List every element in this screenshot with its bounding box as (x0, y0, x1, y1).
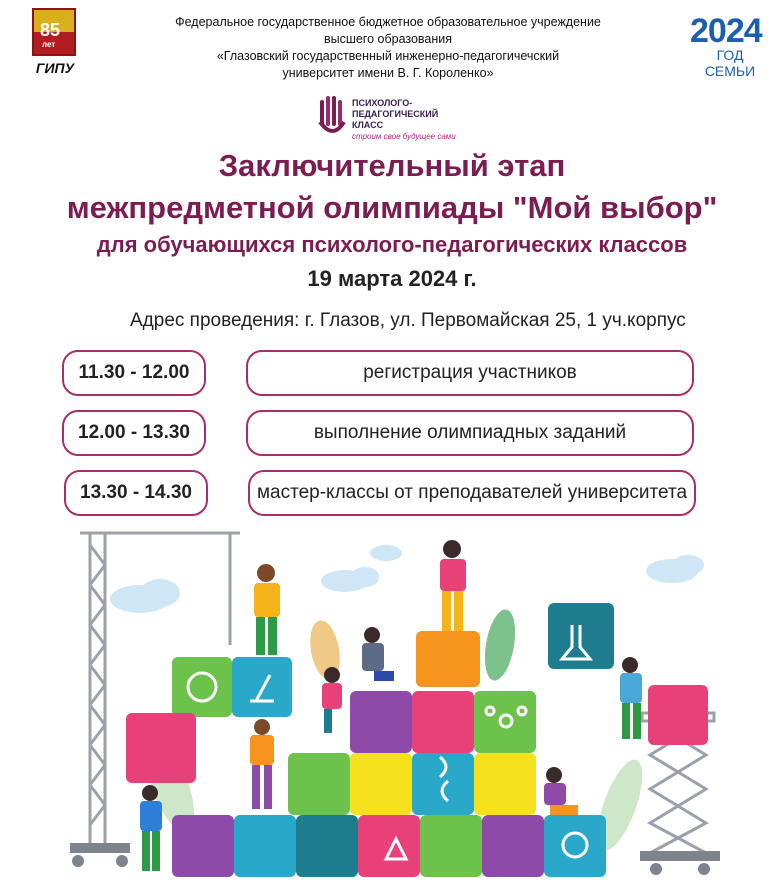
cloud-icon (110, 545, 704, 613)
hand-emblem-icon (318, 96, 348, 140)
university-name: Федеральное государственное бюджетное образовательное учреждение высшего образования «Глазовский государственный инженерно-педагогичечский университет имени В. Г. Короленко» (175, 15, 601, 80)
puzzle-piece-orange (416, 631, 480, 687)
event-address: Адрес проведения: г. Глазов, ул. Первомайская 25, 1 уч.корпус (130, 310, 686, 331)
logo-label: ГОД СЕМЬИ (704, 47, 756, 79)
puzzle-piece-yellow (350, 753, 412, 815)
person-icon (362, 627, 394, 681)
logo-years: 85 (40, 20, 61, 40)
ppk-name: ПСИХОЛОГО- ПЕДАГОГИЧЕСКИЙ КЛАСС (352, 98, 439, 130)
crane-base (70, 843, 130, 853)
schedule-event-1: регистрация участников (246, 350, 694, 396)
schedule-time-1: 11.30 - 12.00 (62, 350, 206, 396)
person-icon (544, 767, 578, 815)
schedule-event-3: мастер-классы от преподавателей университета (248, 470, 696, 516)
person-icon (620, 657, 642, 739)
year-of-family-logo (690, 12, 770, 79)
gipu-85-logo (24, 8, 86, 78)
ppk-logo (318, 96, 498, 144)
person-icon (250, 719, 274, 809)
title-line2: межпредметной олимпиады "Мой выбор" (66, 190, 718, 225)
schedule-time-2: 12.00 - 13.30 (62, 410, 206, 456)
puzzle-piece-green (172, 657, 232, 717)
person-icon (322, 667, 342, 733)
ppk-tagline: строим свое будущее сами (352, 132, 456, 141)
logo-years-word: лет (42, 40, 56, 49)
puzzle-piece-purple (350, 691, 412, 753)
event-date: 19 марта 2024 г. (307, 266, 477, 291)
puzzle-piece-pink (126, 713, 196, 783)
logo-year: 2024 (690, 12, 762, 50)
subtitle: для обучающихся психолого-педагогических классов (96, 232, 688, 257)
schedule-time-3: 13.30 - 14.30 (64, 470, 208, 516)
logo-name: ГИПУ (35, 60, 75, 76)
puzzle-illustration (60, 525, 750, 887)
schedule-event-2: выполнение олимпиадных заданий (246, 410, 694, 456)
title-line1: Заключительный этап (218, 148, 566, 183)
person-icon (254, 564, 280, 655)
person-icon (440, 540, 466, 631)
